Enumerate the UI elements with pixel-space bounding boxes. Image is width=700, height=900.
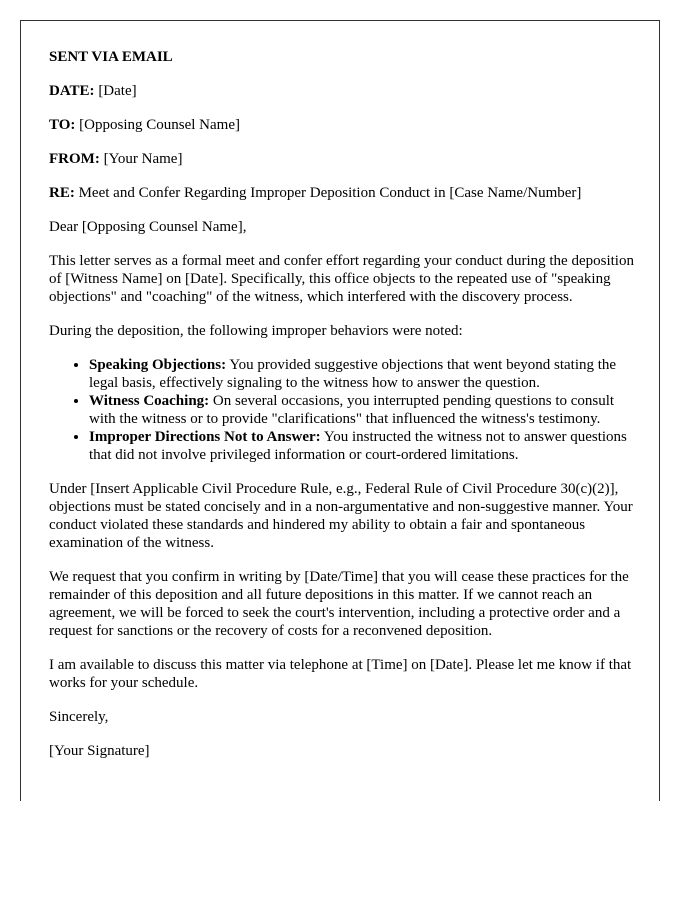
rule-paragraph: Under [Insert Applicable Civil Procedure Rule, e.g., Federal Rule of Civil Procedure 30(c)(2)], objections must be stated concisely and in a non-argumentative and non-suggestive manner. Your conduct violated these standards and hindered my ability to obtain a fair and spontaneous examination of the witness. bbox=[49, 481, 633, 551]
list-item bbox=[89, 356, 634, 392]
signature-placeholder: [Your Signature] bbox=[49, 743, 150, 759]
from-line bbox=[49, 150, 634, 168]
from-label: FROM: bbox=[49, 151, 100, 167]
re-label: RE: bbox=[49, 185, 75, 201]
behavior-text: You provided suggestive objections that went beyond stating the legal basis, effectively signaling to the witness how to answer the question. bbox=[89, 357, 617, 391]
to-line bbox=[49, 116, 634, 134]
date-line bbox=[49, 82, 634, 100]
to-label: TO: bbox=[49, 117, 76, 133]
behaviors-list bbox=[49, 356, 634, 464]
request-paragraph: We request that you confirm in writing by [Date/Time] that you will cease these practices for the remainder of this deposition and all future depositions in this matter. If we cannot reach an agreement, we will be forced to seek the court's intervention, including a protective order and a request for sanctions or the recovery of costs for a reconvened deposition. bbox=[49, 569, 629, 639]
re-value: Meet and Confer Regarding Improper Deposition Conduct in [Case Name/Number] bbox=[78, 185, 582, 201]
list-item bbox=[89, 428, 634, 464]
behavior-text: On several occasions, you interrupted pending questions to consult with the witness or to provide "clarifications" that influenced the witness's testimony. bbox=[89, 393, 615, 427]
list-item bbox=[89, 392, 634, 428]
behavior-text: You instructed the witness not to answer questions that did not involve privileged information or court-ordered limitations. bbox=[89, 429, 627, 463]
date-value: [Date] bbox=[98, 83, 137, 99]
to-value: [Opposing Counsel Name] bbox=[79, 117, 240, 133]
date-label: DATE: bbox=[49, 83, 95, 99]
sent-via-line bbox=[49, 48, 634, 66]
sent-via-label: SENT VIA EMAIL bbox=[49, 49, 173, 65]
letter-body bbox=[49, 48, 634, 801]
page-bottom-spacer bbox=[49, 776, 634, 801]
intro-paragraph: This letter serves as a formal meet and confer effort regarding your conduct during the deposition of [Witness Name] on [Date]. Specifically, this office objects to the repeated use of "speaking objections" and "coaching" of the witness, which interfered with the discovery process. bbox=[49, 253, 634, 305]
salutation: Dear [Opposing Counsel Name], bbox=[49, 219, 247, 235]
behavior-title: Speaking Objections: bbox=[89, 357, 227, 373]
behavior-title: Witness Coaching: bbox=[89, 393, 210, 409]
re-line bbox=[49, 184, 634, 202]
closing: Sincerely, bbox=[49, 709, 109, 725]
availability-paragraph: I am available to discuss this matter via telephone at [Time] on [Date]. Please let me know if that works for your schedule. bbox=[49, 657, 632, 691]
behavior-title: Improper Directions Not to Answer: bbox=[89, 429, 321, 445]
from-value: [Your Name] bbox=[103, 151, 183, 167]
behaviors-intro: During the deposition, the following improper behaviors were noted: bbox=[49, 323, 463, 339]
letter-page bbox=[20, 20, 660, 801]
